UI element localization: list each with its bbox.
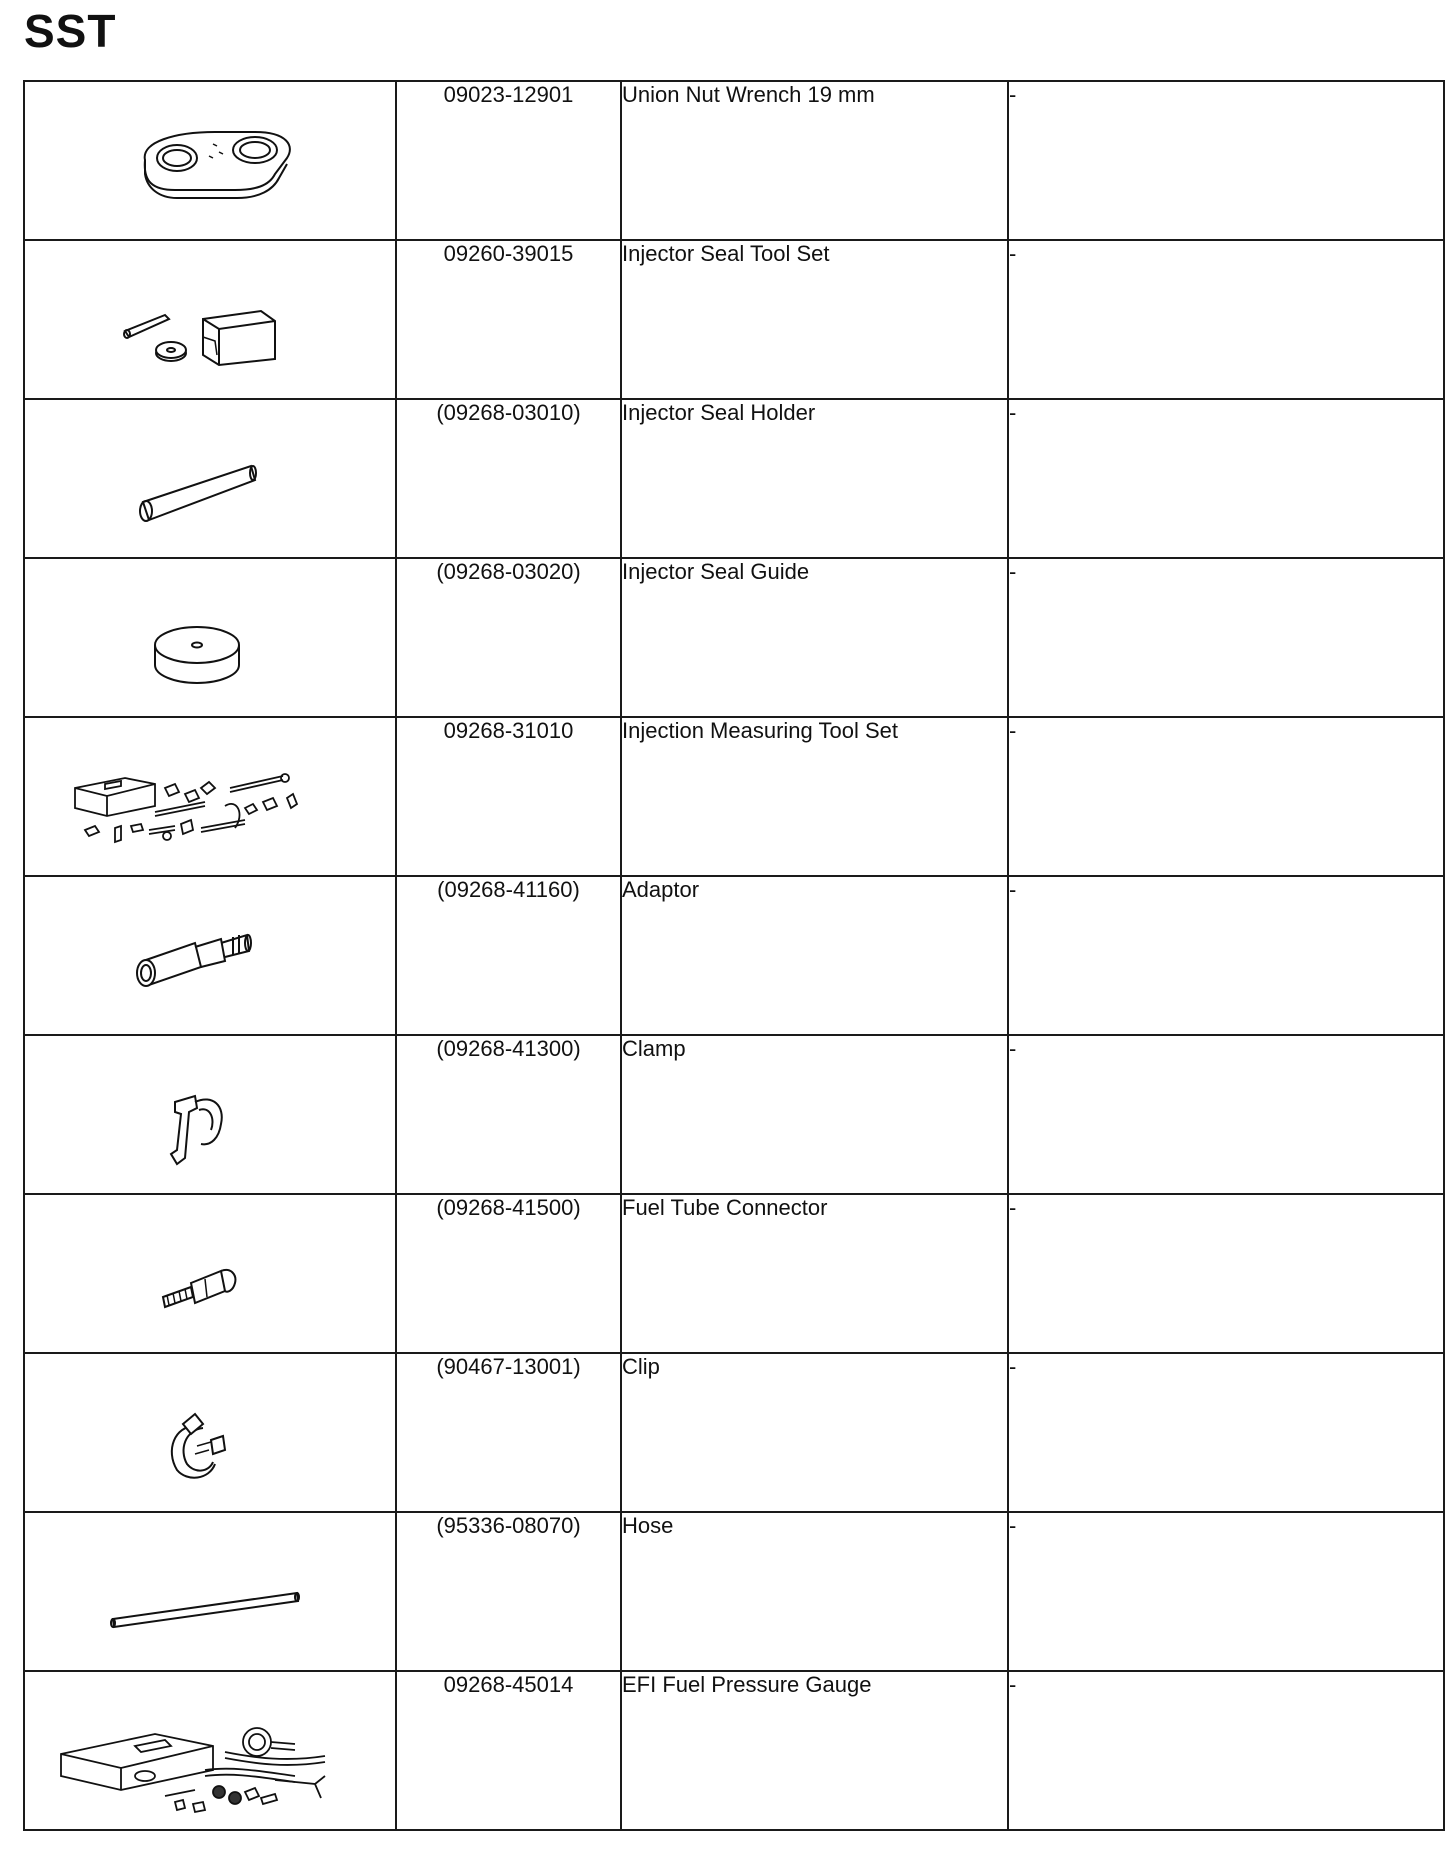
table-row xyxy=(24,1035,1444,1194)
efi-fuel-pressure-gauge-icon xyxy=(25,1672,395,1829)
table-row xyxy=(24,1353,1444,1512)
tool-name: Injector Seal Holder xyxy=(621,399,1008,558)
adaptor-icon xyxy=(25,877,395,1034)
tool-illustration-cell xyxy=(24,717,396,876)
tool-note: - xyxy=(1008,1671,1444,1830)
part-number: (09268-41160) xyxy=(396,876,621,1035)
tool-illustration-cell xyxy=(24,1671,396,1830)
tool-name: Clip xyxy=(621,1353,1008,1512)
tool-name: Injection Measuring Tool Set xyxy=(621,717,1008,876)
table-row xyxy=(24,717,1444,876)
union-nut-wrench-icon xyxy=(25,82,395,239)
part-number: (95336-08070) xyxy=(396,1512,621,1671)
tool-illustration-cell xyxy=(24,876,396,1035)
part-number: 09260-39015 xyxy=(396,240,621,399)
hose-icon xyxy=(25,1513,395,1670)
tool-note: - xyxy=(1008,717,1444,876)
clip-icon xyxy=(25,1354,395,1511)
tool-note: - xyxy=(1008,1035,1444,1194)
injector-seal-holder-icon xyxy=(25,400,395,557)
part-number: (09268-03010) xyxy=(396,399,621,558)
part-number: 09023-12901 xyxy=(396,81,621,240)
tool-illustration-cell xyxy=(24,399,396,558)
page-title: SST xyxy=(24,5,117,57)
tool-illustration-cell xyxy=(24,1353,396,1512)
table-row xyxy=(24,558,1444,717)
part-number: 09268-31010 xyxy=(396,717,621,876)
tool-note: - xyxy=(1008,1353,1444,1512)
tool-note: - xyxy=(1008,240,1444,399)
tool-name: Injector Seal Guide xyxy=(621,558,1008,717)
table-row xyxy=(24,399,1444,558)
tool-note: - xyxy=(1008,558,1444,717)
tool-name: Union Nut Wrench 19 mm xyxy=(621,81,1008,240)
tool-note: - xyxy=(1008,876,1444,1035)
clamp-icon xyxy=(25,1036,395,1193)
part-number: 09268-45014 xyxy=(396,1671,621,1830)
tool-name: Adaptor xyxy=(621,876,1008,1035)
table-row xyxy=(24,876,1444,1035)
tool-name: Fuel Tube Connector xyxy=(621,1194,1008,1353)
tool-illustration-cell xyxy=(24,1512,396,1671)
tool-illustration-cell xyxy=(24,558,396,717)
tool-illustration-cell xyxy=(24,240,396,399)
tool-illustration-cell xyxy=(24,1035,396,1194)
table-row xyxy=(24,240,1444,399)
sst-table xyxy=(23,80,1445,1831)
tool-name: Hose xyxy=(621,1512,1008,1671)
table-row xyxy=(24,1671,1444,1830)
fuel-tube-connector-icon xyxy=(25,1195,395,1352)
tool-note: - xyxy=(1008,1194,1444,1353)
tool-note: - xyxy=(1008,1512,1444,1671)
table-row xyxy=(24,1512,1444,1671)
tool-name: Injector Seal Tool Set xyxy=(621,240,1008,399)
part-number: (90467-13001) xyxy=(396,1353,621,1512)
injector-seal-guide-icon xyxy=(25,559,395,716)
table-row xyxy=(24,1194,1444,1353)
part-number: (09268-41500) xyxy=(396,1194,621,1353)
tool-illustration-cell xyxy=(24,1194,396,1353)
tool-note: - xyxy=(1008,399,1444,558)
injector-seal-tool-set-icon xyxy=(25,241,395,398)
injection-measuring-tool-set-icon xyxy=(25,718,395,875)
tool-name: Clamp xyxy=(621,1035,1008,1194)
tool-illustration-cell xyxy=(24,81,396,240)
part-number: (09268-41300) xyxy=(396,1035,621,1194)
tool-note: - xyxy=(1008,81,1444,240)
table-row xyxy=(24,81,1444,240)
tool-name: EFI Fuel Pressure Gauge xyxy=(621,1671,1008,1830)
part-number: (09268-03020) xyxy=(396,558,621,717)
